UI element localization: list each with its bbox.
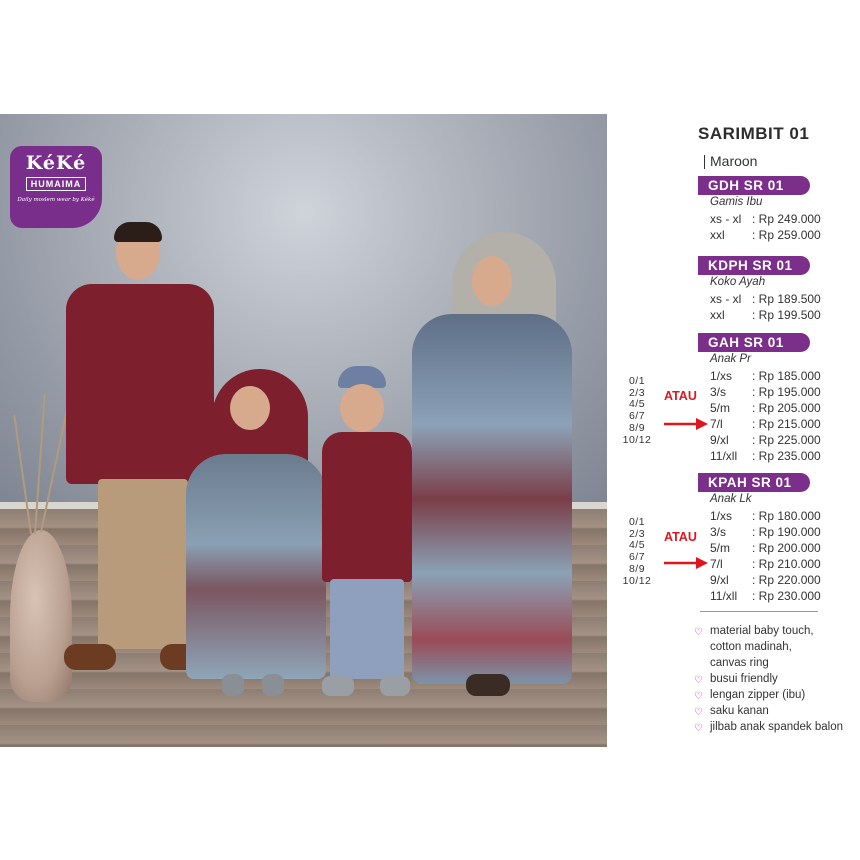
price-row: 1/xs : Rp 185.000 (710, 369, 821, 383)
feature-item: busui friendly (710, 673, 778, 685)
red-arrow-icon (664, 556, 708, 570)
price-row: 3/s : Rp 195.000 (710, 385, 821, 399)
heart-icon: ♡ (694, 691, 703, 702)
brand-name: KéKé (25, 152, 87, 174)
atau-label: ATAU (664, 389, 697, 403)
price-row: 9/xl : Rp 225.000 (710, 433, 821, 447)
feature-item: cotton madinah, (710, 641, 792, 653)
item-code-kpah: KPAH SR 01 (698, 473, 810, 492)
item-code-gdh: GDH SR 01 (698, 176, 810, 195)
price-row: 11/xll : Rp 230.000 (710, 589, 821, 603)
product-color: Maroon (710, 153, 758, 169)
price-row: 9/xl : Rp 220.000 (710, 573, 821, 587)
item-code-kdph: KDPH SR 01 (698, 256, 810, 275)
item-name-gamis-ibu: Gamis Ibu (710, 196, 763, 208)
product-title: SARIMBIT 01 (698, 124, 810, 143)
item-name-anak-lk: Anak Lk (710, 493, 752, 505)
brand-tagline: Daily moslem wear by Kéké (17, 197, 95, 203)
feature-item: saku kanan (710, 705, 769, 717)
heart-icon: ♡ (694, 675, 703, 686)
brand-sub: HUMAIMA (26, 177, 87, 191)
divider (700, 611, 818, 612)
brand-logo (10, 146, 102, 228)
feature-item: lengan zipper (ibu) (710, 689, 806, 701)
price-row: 7/l : Rp 215.000 (710, 417, 821, 431)
price-row: 1/xs : Rp 180.000 (710, 509, 821, 523)
age-size-list: 0/1 2/3 4/5 6/7 8/9 10/12 (622, 516, 652, 587)
price-row: 7/l : Rp 210.000 (710, 557, 821, 571)
price-row: xs - xl : Rp 249.000 (710, 212, 821, 226)
price-row: 3/s : Rp 190.000 (710, 525, 821, 539)
atau-label: ATAU (664, 530, 697, 544)
feature-item: material baby touch, (710, 625, 814, 637)
red-arrow-icon (664, 417, 708, 431)
heart-icon: ♡ (694, 707, 703, 718)
feature-item: jilbab anak spandek balon (710, 721, 843, 733)
heart-icon: ♡ (694, 723, 703, 734)
item-name-koko-ayah: Koko Ayah (710, 276, 766, 288)
age-size-list: 0/1 2/3 4/5 6/7 8/9 10/12 (622, 375, 652, 446)
price-row: xxl : Rp 259.000 (710, 228, 821, 242)
item-name-anak-pr: Anak Pr (710, 353, 751, 365)
vase (10, 530, 72, 702)
price-row: xxl : Rp 199.500 (710, 308, 821, 322)
heart-icon: ♡ (694, 627, 703, 638)
price-row: xs - xl : Rp 189.500 (710, 292, 821, 306)
price-row: 5/m : Rp 200.000 (710, 541, 821, 555)
price-row: 11/xll : Rp 235.000 (710, 449, 821, 463)
feature-item: canvas ring (710, 657, 769, 669)
price-row: 5/m : Rp 205.000 (710, 401, 821, 415)
item-code-gah: GAH SR 01 (698, 333, 810, 352)
